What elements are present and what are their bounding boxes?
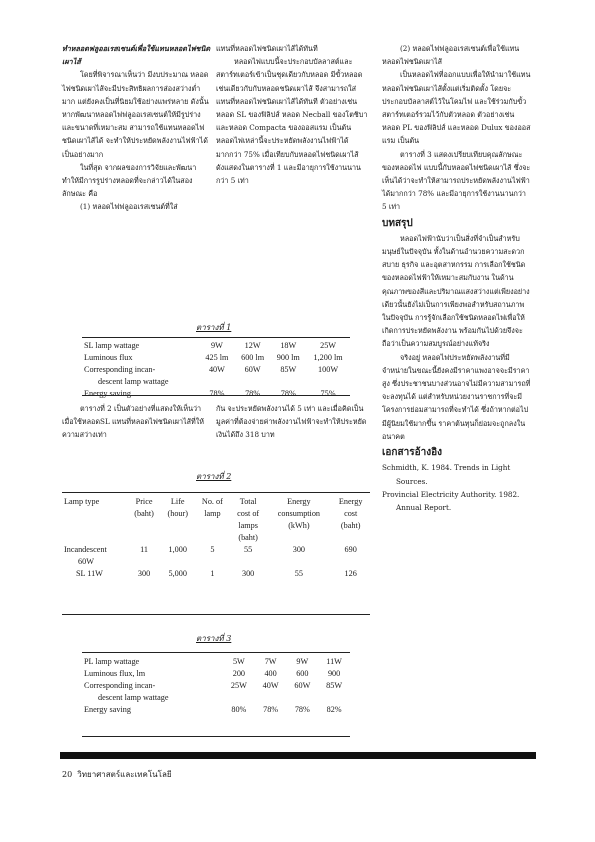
header-line: No. of (201, 497, 223, 506)
table-cell: 900 (327, 669, 341, 678)
table-cell: 1,200 lm (313, 353, 343, 362)
page-number: 20 (62, 770, 73, 779)
table-cell: 85W (326, 681, 343, 690)
paragraph: หลอดไฟแบบนี้จะประกอบบัลลาสต์และสตาร์ทเตอร์เข้าเป็นชุดเดียวกับหลอด มีขั้วหลอดเช่นเดียวกับกับหลอดชนิดเผาไส้ จึงสามารถใส่แทนที่หลอดไฟชนิดเผาไส้ได้ทันที ตัวอย่างเช่น หลอด SL ของฟิลิปส์ หลอด Necball ของโตชิบา และหลอด Compacta ของออสแรม เป็นต้น หลอดไฟเหล่านี้จะประหยัดพลังงานไฟฟ้าได้มากกว่า 75% เมื่อเทียบกับหลอดไฟชนิดเผาไส้ ดังแสดงในตารางที่ 1 และมีอายุการใช้งานนานกว่า 5 เท่า (216, 57, 368, 186)
table-cell: 78% (294, 705, 310, 714)
table-1-title: ตารางที่ 1 (196, 323, 232, 332)
table-cell: 690 (344, 545, 357, 554)
table-cell: 400 (264, 669, 277, 678)
paragraph: โดยที่พิจารณาเห็นว่า มีงบประมาณ หลอดไฟชนิดเผาไส้จะมีประสิทธิผลการส่องสว่างต่ำมาก แต่ยังคงเป็นที่นิยมใช้อย่างแพร่หลาย ดังนั้น หากพัฒนาหลอดไฟฟลูออเรสเซนต์ให้มีรูปร่างและขนาดที่เหมาะสม สามารถใช้แทนหลอดไฟชนิดเผาไส้ได้ จะทำให้ประหยัดพลังงานไฟฟ้าได้เป็นอย่างมาก (62, 70, 209, 159)
table-header-cell (331, 496, 370, 544)
table-cell: 78% (209, 389, 225, 398)
table-cell: 80% (231, 705, 247, 714)
references-title: เอกสารอ้างอิง (382, 447, 442, 459)
table-cell: 40W (262, 681, 279, 690)
table-2-bottom-rule (62, 614, 370, 615)
table-row (82, 704, 350, 716)
table-3-top-rule (82, 652, 350, 653)
table-row (82, 364, 350, 388)
row-label-cont: descent lamp wattage (98, 693, 169, 702)
paragraph: กัน จะประหยัดพลังงานได้ 5 เท่า และเมื่อคิดเป็นมูลค่าที่ต้องจ่ายค่าพลังงานไฟฟ้าจะทำให้ประหยัดเงินได้ถึง 318 บาท (216, 404, 367, 440)
table-header-cell: 12W (244, 341, 261, 350)
column-left-top (62, 42, 212, 214)
table-cell: Luminous flux, lm (84, 669, 146, 678)
table-header-cell: 25W (320, 341, 337, 350)
table-header-cell: 9W (210, 341, 223, 350)
table-cell: 600 lm (241, 353, 265, 362)
table-cell: 5,000 (168, 569, 187, 578)
paragraph: แทนที่หลอดไฟชนิดเผาไส้ได้ทันที (216, 44, 318, 53)
table-cell: 85W (280, 365, 297, 374)
journal-name: วิทยาศาสตร์และเทคโนโลยี (77, 770, 172, 779)
table-row (82, 388, 350, 400)
table-cell: 300 (292, 545, 306, 554)
table-2 (62, 496, 370, 580)
table-3 (82, 656, 350, 716)
paragraph: (1) หลอดไฟฟลูออเรสเซนต์ที่ใส่ (80, 202, 178, 212)
table-cell: 55 (244, 545, 253, 554)
table-cell: 5 (210, 545, 215, 554)
column-middle-top (216, 42, 368, 187)
table-header-cell: 18W (280, 341, 297, 350)
row-label: Corresponding incan- (84, 681, 156, 690)
header-line: lamps (238, 521, 258, 530)
table-cell: 25W (230, 681, 247, 690)
paragraph: ตารางที่ 2 เป็นตัวอย่างที่แสดงให้เห็นว่า เมื่อใช้หลอดSL แทนที่หลอดไฟชนิดเผาไส้ที่ให้ความสว่างเท่า (62, 404, 205, 440)
table-header-cell: 5W (232, 657, 245, 666)
table-2-top-rule (62, 492, 370, 493)
table-cell: 11 (140, 545, 149, 554)
table-row (82, 668, 350, 680)
table-cell (82, 364, 199, 388)
table-cell: 425 lm (205, 353, 229, 362)
table-cell: 126 (344, 569, 357, 578)
table-cell: 75% (320, 389, 336, 398)
footer (62, 768, 172, 781)
table-1-bottom-rule (82, 395, 350, 396)
table-cell: 900 lm (276, 353, 300, 362)
header-line: Price (135, 497, 153, 506)
header-line: cost of (237, 509, 260, 518)
table-1 (82, 340, 350, 400)
header-line: (baht) (134, 509, 154, 518)
reference-item: Provincial Electricity Authority. 1982. Annual Report. (382, 489, 520, 512)
table-2-title: ตารางที่ 2 (196, 472, 232, 481)
table-3-title: ตารางที่ 3 (196, 634, 232, 643)
table-header-row (62, 496, 370, 544)
table-header-cell: Lamp type (64, 497, 100, 506)
table-cell: 78% (280, 389, 296, 398)
column-left-middle (62, 402, 208, 442)
table-cell: 60W (244, 365, 261, 374)
paragraph: จริงอยู่ หลอดไฟประหยัดพลังงานที่มีจำหน่ายในขณะนี้ยังคงมีราคาแพงอาจจะมีราคาสูง ซึ่งประชาชนบางส่วนอาจไม่มีความสามารถที่จะลงทุนได้ แต่สำหรับหน่วยงานราชการที่จะมีโครงการย่อมสามารถที่จะทำได้ ซึ่งถ้าหากต่อไปมีผู้นิยมใช้มากขึ้น ราคาต้นทุนก็ย่อมจะถูกลงในอนาคต (382, 352, 531, 441)
header-line: Total (239, 497, 257, 506)
table-cell (82, 680, 223, 704)
footer-bar (60, 752, 536, 759)
header-line: (kWh) (288, 521, 310, 530)
table-header-cell: 9W (296, 657, 309, 666)
table-3-bottom-rule (82, 736, 350, 737)
table-header-cell (128, 496, 161, 544)
table-cell: 600 (296, 669, 309, 678)
header-line: lamp (204, 509, 221, 518)
header-line: (baht) (340, 521, 361, 530)
table-header-cell (230, 496, 267, 544)
table-header-cell: PL lamp wattage (84, 657, 140, 666)
table-row (82, 680, 350, 704)
table-cell: 200 (232, 669, 245, 678)
table-header-cell (266, 496, 331, 544)
header-line: (baht) (238, 533, 258, 542)
table-cell: 55 (294, 569, 303, 578)
section-heading: ทำหลอดฟลูออเรสเซนต์เพื่อใช้แทนหลอดไฟชนิดเผาไส้ (62, 44, 211, 67)
table-header-cell: 11W (326, 657, 342, 666)
row-label-cont: 60W (78, 557, 94, 566)
paragraph: (2) หลอดไฟฟลูออเรสเซนต์เพื่อใช้แทนหลอดไฟชนิดเผาไส้ (382, 44, 520, 67)
table-header-cell (161, 496, 195, 544)
header-line: Energy (287, 497, 311, 506)
table-header-cell (195, 496, 230, 544)
table-cell: 100W (318, 365, 339, 374)
table-header-cell: SL lamp wattage (84, 341, 140, 350)
header-line: consumption (277, 509, 321, 518)
table-row (62, 544, 370, 568)
table-row (82, 352, 350, 364)
table-1-top-rule (82, 337, 350, 338)
table-row (62, 568, 370, 580)
table-header-cell: 7W (264, 657, 277, 666)
table-cell: 60W (294, 681, 311, 690)
column-right (382, 42, 532, 514)
paragraph: ในที่สุด จากผลของการวิจัยและพัฒนา ทำให้มีการรูปร่างหลอดที่จะกล่าวได้ในสองลักษณะ คือ (62, 162, 197, 199)
table-cell: 300 (241, 569, 255, 578)
table-cell: 78% (245, 389, 261, 398)
table-cell: Energy saving (84, 705, 131, 714)
reference-item: Schmidth, K. 1984. Trends in Light Sources. (382, 463, 511, 486)
paragraph: หลอดไฟฟ้านับว่าเป็นสิ่งที่จำเป็นสำหรับมนุษย์ในปัจจุบัน ทั้งในด้านอำนวยความสะดวกสบาย ธุรกิจ และอุตสาหกรรม การเลือกใช้ชนิดของหลอดไฟฟ้าให้เหมาะสมกับงาน ในด้านคุณภาพของสีและปริมาณแสงสว่างแต่เพียงอย่างเดียวนั้นยังไม่เป็นการเพียงพอสำหรับสถานภาพในปัจจุบัน การรู้จักเลือกใช้ชนิดหลอดไฟเพื่อให้เกิดการประหยัดพลังงาน พร้อมกันไปด้วยจึงจะถือว่าเป็นความสมบูรณ์อย่างแท้จริง (382, 233, 530, 349)
header-line: Energy (338, 497, 363, 506)
table-cell: 1,000 (168, 545, 187, 554)
table-cell: 300 (137, 569, 151, 578)
header-line: (hour) (167, 509, 188, 518)
table-cell: Luminous flux (84, 353, 133, 362)
table-cell: Energy saving (84, 389, 131, 398)
row-label: Incandescent (64, 545, 107, 554)
column-middle-middle (216, 402, 368, 442)
row-label: Corresponding incan- (84, 365, 156, 374)
paragraph: ตารางที่ 3 แสดงเปรียบเทียบคุณลักษณะของหลอดไฟ แบบนี้กับหลอดไฟชนิดเผาไส้ ซึ่งจะเห็นได้ว่าจะทำให้สามารถประหยัดพลังงานไฟฟ้าได้มากกว่า 78% และมีอายุการใช้งานนานกว่า 5 เท่า (382, 149, 531, 212)
table-cell: 82% (326, 705, 342, 714)
header-line: Life (170, 497, 185, 506)
table-cell: SL 11W (76, 569, 103, 578)
table-header-row (82, 340, 350, 352)
row-label-cont: descent lamp wattage (98, 377, 169, 386)
header-line: cost (344, 509, 358, 518)
table-cell: 40W (208, 365, 225, 374)
table-cell: 1 (210, 569, 215, 578)
table-header-row (82, 656, 350, 668)
paragraph: เป็นหลอดไฟที่ออกแบบเพื่อให้นำมาใช้แทนหลอดไฟชนิดเผาไส้ตั้งแต่เริ่มติดตั้ง โดยจะประกอบบัลลาสต์ไว้ในโคมไฟ และใช้ร่วมกับขั้วสตาร์ทเตอร์รวมไว้กับตัวหลอด ตัวอย่างเช่น หลอด PL ของฟิลิปส์ และหลอด Dulux ของออสแรม เป็นต้น (382, 70, 531, 146)
section-title: บทสรุป (382, 217, 413, 229)
table-cell (62, 544, 128, 568)
table-cell: 78% (263, 705, 279, 714)
